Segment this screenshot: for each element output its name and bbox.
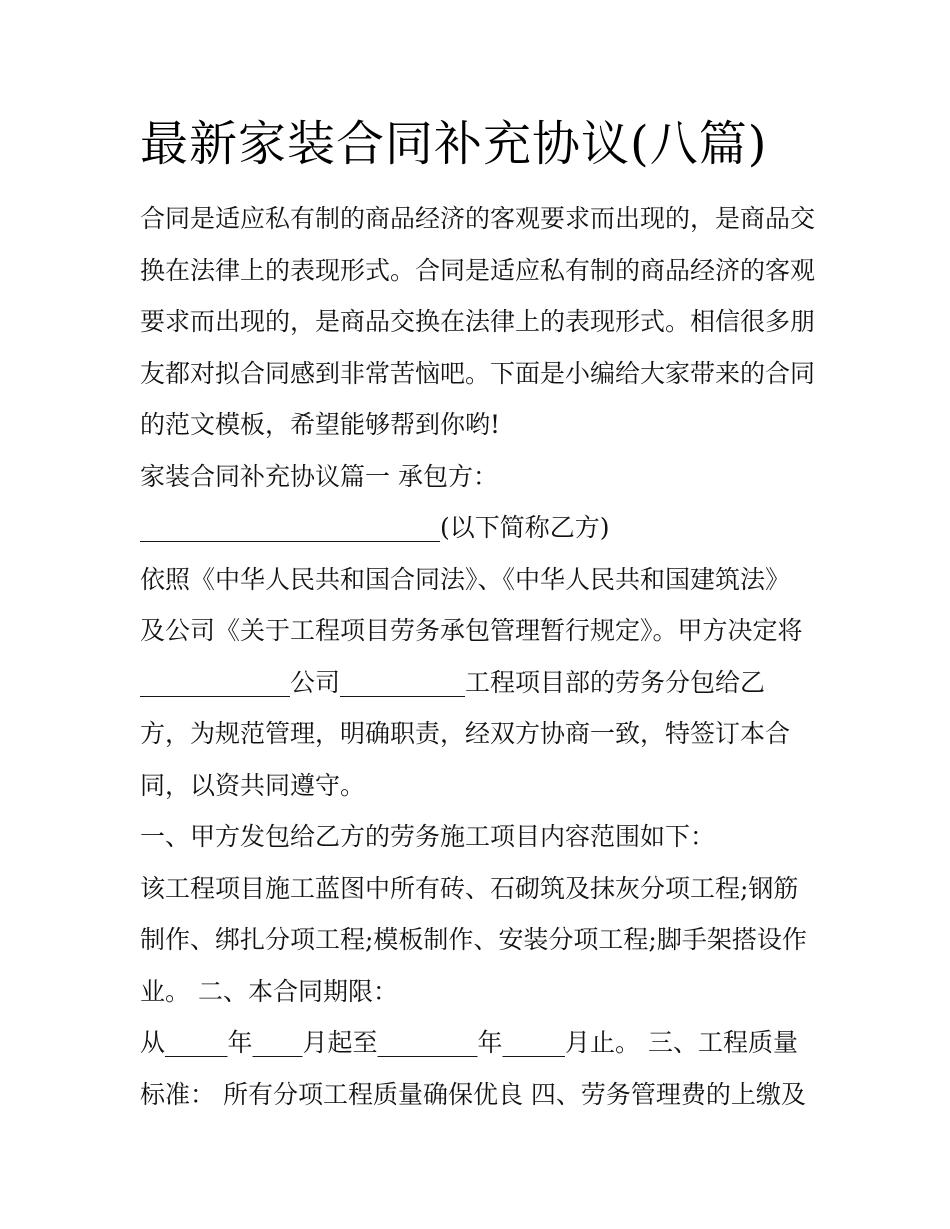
paragraph-line: 友都对拟合同感到非常苦恼吧。下面是小编给大家带来的合同 — [140, 359, 816, 388]
paragraph-line: 标准： 所有分项工程质量确保优良 四、劳务管理费的上缴及 — [140, 1080, 806, 1109]
paragraph-line: 要求而出现的，是商品交换在法律上的表现形式。相信很多朋 — [140, 307, 816, 336]
paragraph-line: 换在法律上的表现形式。合同是适应私有制的商品经济的客观 — [140, 256, 816, 285]
paragraph-line: 依照《中华人民共和国合同法》、《中华人民共和国建筑法》 — [140, 565, 791, 594]
paragraph-line: ________________________(以下简称乙方) — [140, 513, 610, 542]
paragraph-line: 业。 二、本合同期限： — [140, 977, 398, 1006]
paragraph-line: ____________公司__________工程项目部的劳务分包给乙 — [140, 668, 766, 697]
paragraph-line: 从_____年____月起至________年_____月止。 三、工程质量 — [140, 1028, 798, 1057]
paragraph-line: 该工程项目施工蓝图中所有砖、石砌筑及抹灰分项工程;钢筋 — [140, 874, 799, 903]
document-title: 最新家装合同补充协议(八篇) — [140, 116, 768, 172]
paragraph-line: 同，以资共同遵守。 — [140, 771, 366, 800]
section-heading-line: 家装合同补充协议篇一 承包方： — [140, 462, 498, 491]
paragraph-line: 的范文模板，希望能够帮到你哟! — [140, 410, 501, 439]
paragraph-line: 方，为规范管理，明确职责，经双方协商一致，特签订本合 — [140, 719, 791, 748]
paragraph-line: 合同是适应私有制的商品经济的客观要求而出现的，是商品交 — [140, 204, 816, 233]
paragraph-line: 及公司《关于工程项目劳务承包管理暂行规定》。甲方决定将 — [140, 616, 803, 645]
paragraph-line: 制作、绑扎分项工程;模板制作、安装分项工程;脚手架搭设作 — [140, 925, 807, 954]
section-heading-line: 一、甲方发包给乙方的劳务施工项目内容范围如下： — [140, 822, 716, 851]
